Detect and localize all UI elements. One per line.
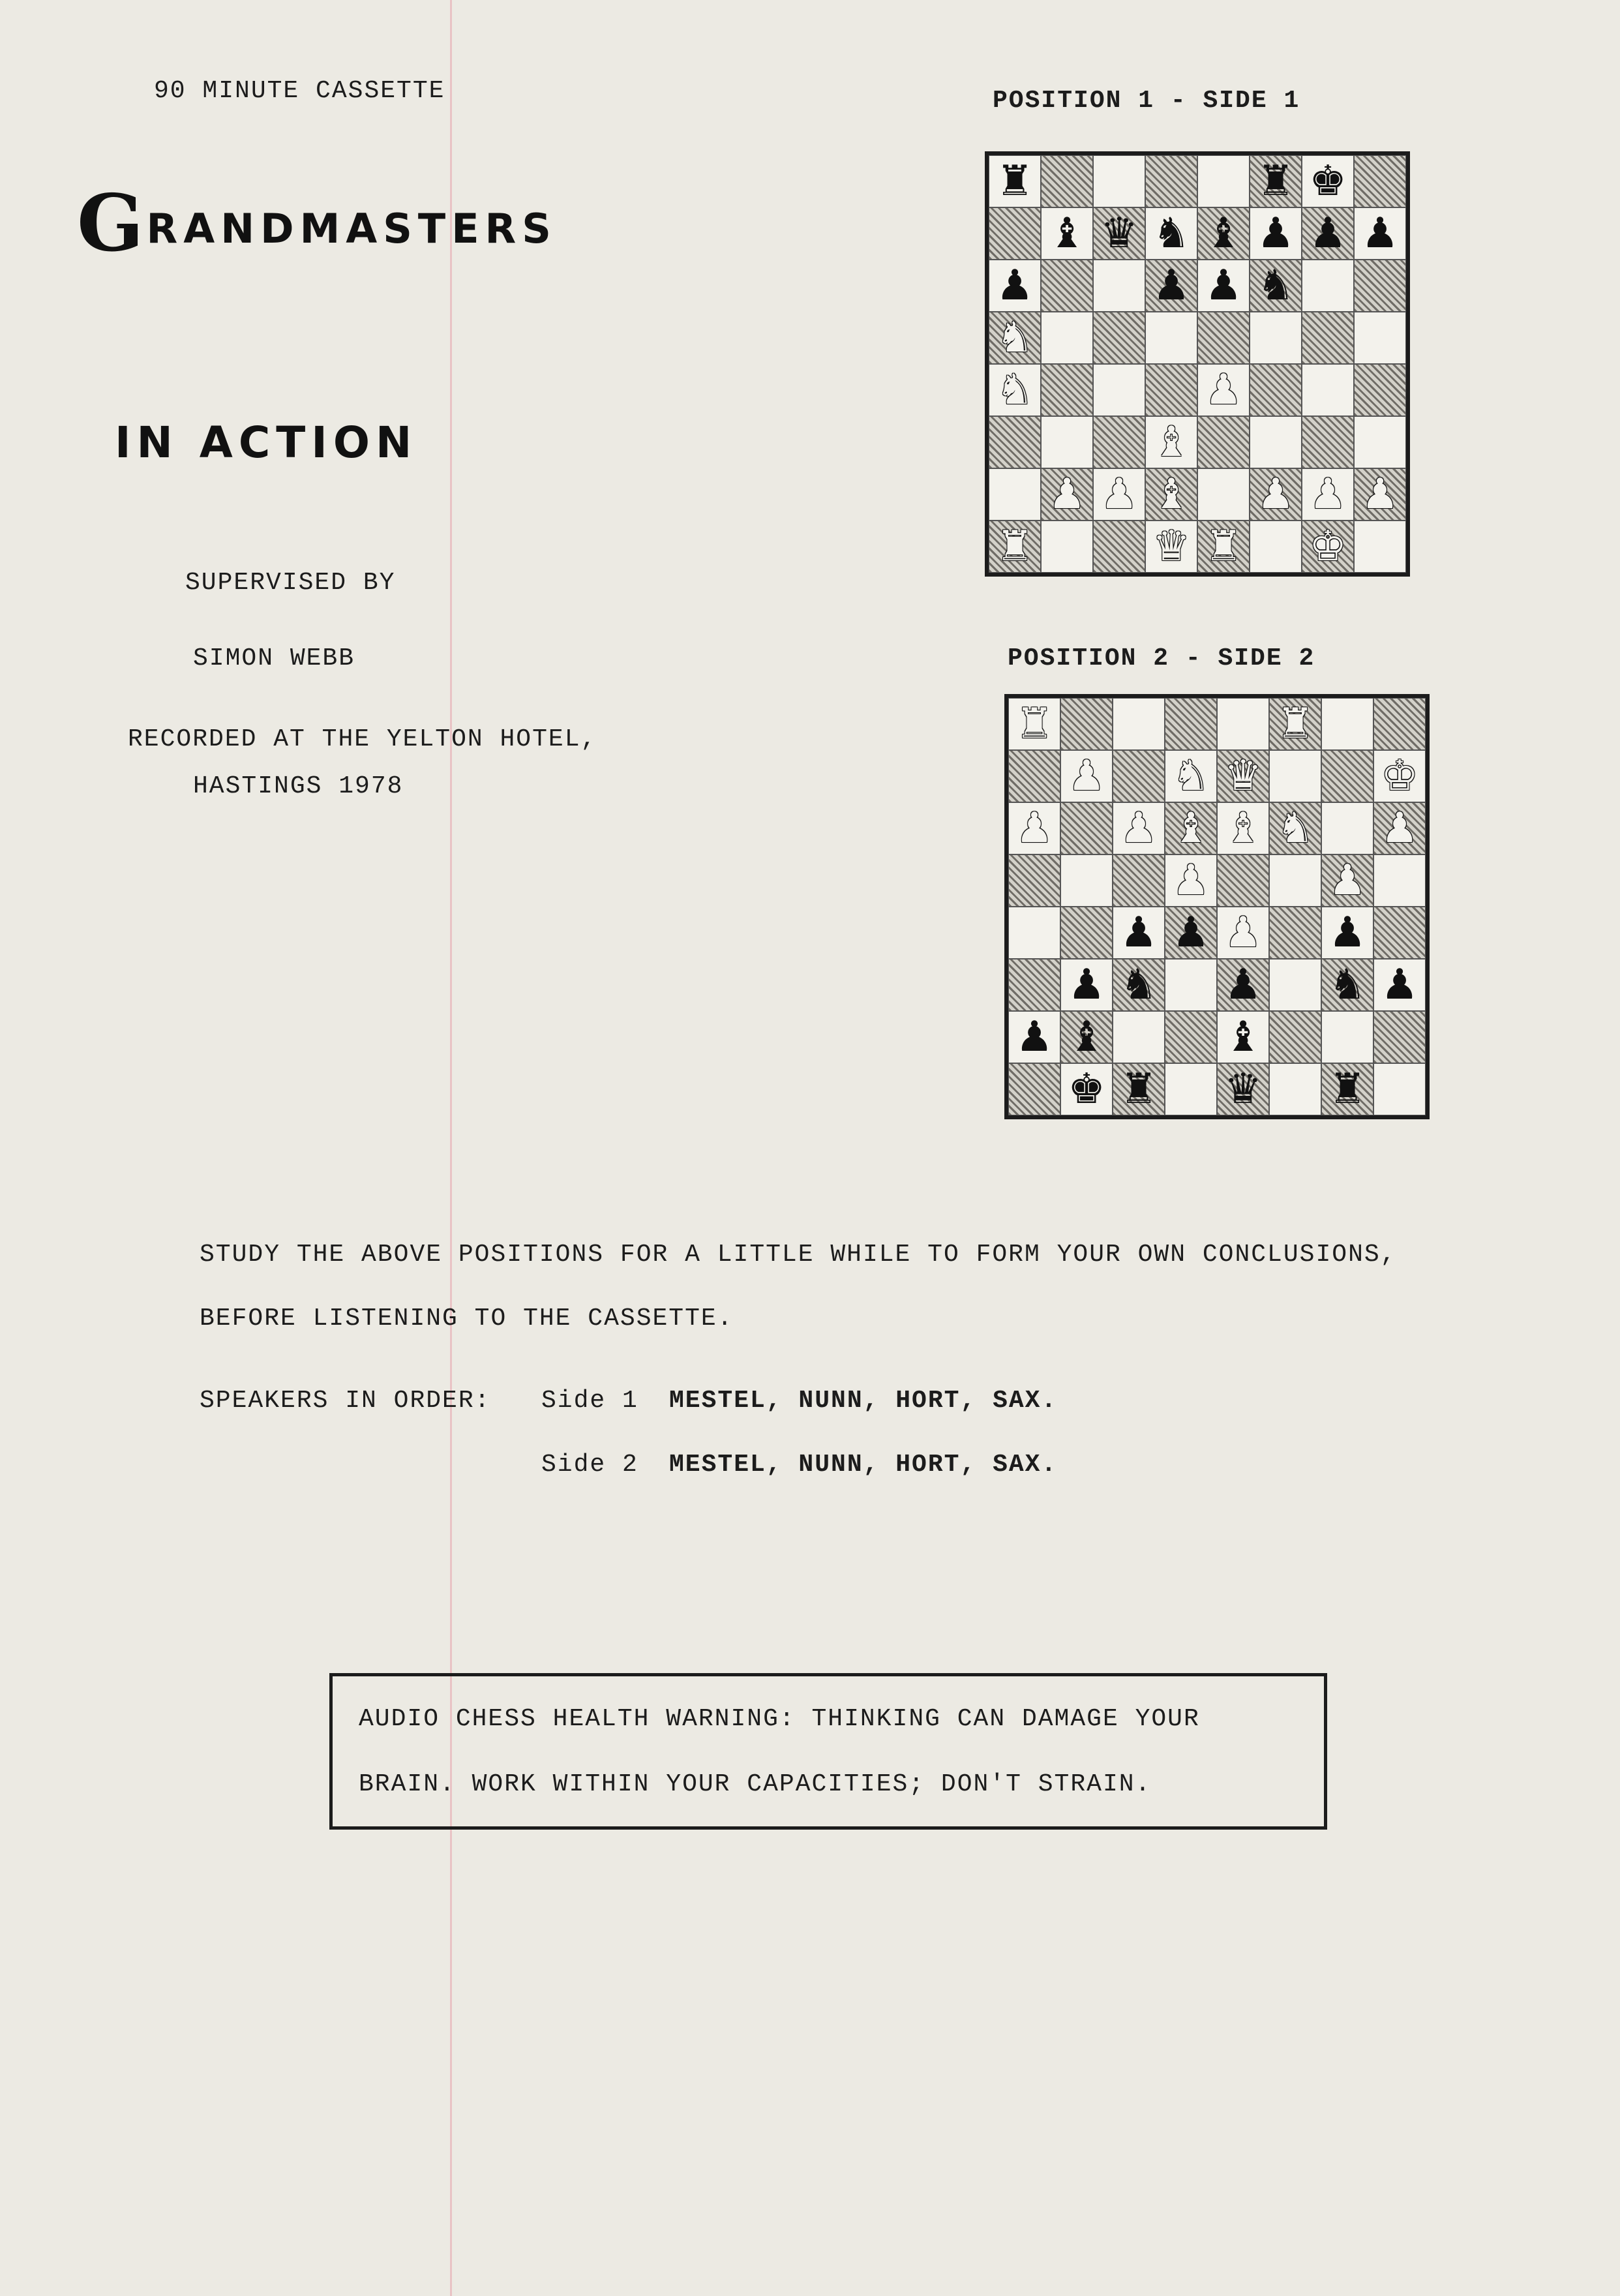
board-square bbox=[1060, 854, 1113, 907]
board-square bbox=[1302, 468, 1354, 521]
board-square bbox=[1145, 521, 1197, 573]
white-rook-icon: ♜ bbox=[1205, 522, 1242, 571]
black-knight-icon: ♞ bbox=[1152, 209, 1190, 258]
board-square bbox=[1060, 959, 1113, 1011]
board-square bbox=[1093, 260, 1145, 312]
board-square bbox=[1373, 907, 1426, 959]
board-square bbox=[1165, 959, 1217, 1011]
black-pawn-icon: ♟ bbox=[1328, 909, 1366, 957]
black-rook-icon: ♜ bbox=[1120, 1065, 1158, 1113]
board-square bbox=[1217, 802, 1269, 854]
black-pawn-icon: ♟ bbox=[1152, 262, 1190, 310]
title-rest: RANDMASTERS bbox=[146, 205, 557, 252]
board-square bbox=[1217, 1011, 1269, 1063]
board-square bbox=[1321, 907, 1373, 959]
board-square bbox=[1302, 312, 1354, 364]
board-square bbox=[1217, 1063, 1269, 1115]
white-pawn-icon: ♟ bbox=[1361, 470, 1399, 519]
black-knight-icon: ♞ bbox=[1328, 961, 1366, 1009]
black-bishop-icon: ♝ bbox=[1205, 209, 1242, 258]
board-square bbox=[1250, 155, 1302, 207]
board-square bbox=[1269, 802, 1321, 854]
board-square bbox=[1269, 698, 1321, 750]
board-square bbox=[1145, 312, 1197, 364]
board-square bbox=[1060, 1011, 1113, 1063]
board-square bbox=[1217, 698, 1269, 750]
board-square bbox=[1354, 312, 1406, 364]
board-square bbox=[1302, 155, 1354, 207]
board-square bbox=[1041, 468, 1093, 521]
black-pawn-icon: ♟ bbox=[1309, 209, 1347, 258]
black-rook-icon: ♜ bbox=[1257, 157, 1295, 205]
board-square bbox=[1321, 698, 1373, 750]
side-1-speakers: MESTEL, NUNN, HORT, SAX. bbox=[669, 1387, 1058, 1415]
cassette-label: 90 MINUTE CASSETTE bbox=[154, 77, 445, 105]
board-square bbox=[1302, 521, 1354, 573]
board-square bbox=[1165, 1063, 1217, 1115]
board-square bbox=[1093, 312, 1145, 364]
black-king-icon: ♚ bbox=[1309, 157, 1347, 205]
board-square bbox=[1165, 907, 1217, 959]
board-square bbox=[1197, 364, 1250, 416]
board-square bbox=[1354, 364, 1406, 416]
white-pawn-icon: ♟ bbox=[1120, 804, 1158, 853]
board-square bbox=[1093, 416, 1145, 468]
black-pawn-icon: ♟ bbox=[996, 262, 1034, 310]
board-square bbox=[989, 468, 1041, 521]
board-square bbox=[1041, 260, 1093, 312]
board-square bbox=[989, 260, 1041, 312]
side-2-speakers: MESTEL, NUNN, HORT, SAX. bbox=[669, 1451, 1058, 1479]
board-square bbox=[1217, 959, 1269, 1011]
board-square bbox=[1008, 854, 1060, 907]
board-square bbox=[1354, 155, 1406, 207]
board-square bbox=[1093, 468, 1145, 521]
board-square bbox=[1197, 312, 1250, 364]
board-square bbox=[1165, 1011, 1217, 1063]
side-1-label: Side 1 bbox=[541, 1387, 638, 1415]
white-queen-icon: ♛ bbox=[1152, 522, 1190, 571]
board-square bbox=[1354, 260, 1406, 312]
board-square bbox=[1093, 364, 1145, 416]
board-square bbox=[1250, 521, 1302, 573]
board-square bbox=[1354, 468, 1406, 521]
board-square bbox=[989, 364, 1041, 416]
board-square bbox=[1250, 312, 1302, 364]
black-knight-icon: ♞ bbox=[1120, 961, 1158, 1009]
board-square bbox=[1373, 802, 1426, 854]
white-bishop-icon: ♝ bbox=[1152, 418, 1190, 466]
board-square bbox=[1008, 1011, 1060, 1063]
board-square bbox=[1008, 750, 1060, 802]
white-pawn-icon: ♟ bbox=[1048, 470, 1086, 519]
board-square bbox=[1197, 207, 1250, 260]
board-square bbox=[1093, 155, 1145, 207]
health-warning-box bbox=[329, 1673, 1327, 1830]
board-square bbox=[1060, 802, 1113, 854]
instructions-line-2: BEFORE LISTENING TO THE CASSETTE. bbox=[200, 1305, 734, 1333]
board-square bbox=[1197, 260, 1250, 312]
board-square bbox=[1145, 207, 1197, 260]
board-square bbox=[1093, 207, 1145, 260]
board-square bbox=[1060, 698, 1113, 750]
board-square bbox=[989, 312, 1041, 364]
board-square bbox=[1269, 750, 1321, 802]
side-2-label: Side 2 bbox=[541, 1451, 638, 1479]
board-square bbox=[1269, 1011, 1321, 1063]
board-square bbox=[1302, 207, 1354, 260]
black-pawn-icon: ♟ bbox=[1381, 961, 1418, 1009]
board-square bbox=[1060, 750, 1113, 802]
board-square bbox=[1113, 907, 1165, 959]
black-bishop-icon: ♝ bbox=[1048, 209, 1086, 258]
board-square bbox=[1113, 698, 1165, 750]
board-square bbox=[1197, 468, 1250, 521]
white-knight-icon: ♞ bbox=[996, 314, 1034, 362]
board-square bbox=[1041, 521, 1093, 573]
black-rook-icon: ♜ bbox=[996, 157, 1034, 205]
white-knight-icon: ♞ bbox=[996, 366, 1034, 414]
board-square bbox=[1165, 802, 1217, 854]
board-square bbox=[1321, 1011, 1373, 1063]
board-square bbox=[1269, 854, 1321, 907]
board-square bbox=[1165, 698, 1217, 750]
white-pawn-icon: ♟ bbox=[1205, 366, 1242, 414]
board-square bbox=[989, 521, 1041, 573]
board-square bbox=[1113, 802, 1165, 854]
board-square bbox=[1217, 854, 1269, 907]
board-square bbox=[1113, 959, 1165, 1011]
board-square bbox=[989, 416, 1041, 468]
white-knight-icon: ♞ bbox=[1276, 804, 1314, 853]
supervised-by-label: SUPERVISED BY bbox=[185, 569, 396, 597]
board-square bbox=[1041, 155, 1093, 207]
board-square bbox=[1250, 364, 1302, 416]
chessboard-position-1 bbox=[985, 151, 1410, 577]
board-square bbox=[1113, 1063, 1165, 1115]
black-pawn-icon: ♟ bbox=[1120, 909, 1158, 957]
black-bishop-icon: ♝ bbox=[1224, 1013, 1262, 1061]
white-queen-icon: ♛ bbox=[1224, 752, 1262, 800]
white-pawn-icon: ♟ bbox=[1068, 752, 1105, 800]
board-square bbox=[1269, 959, 1321, 1011]
white-bishop-icon: ♝ bbox=[1152, 470, 1190, 519]
board-square bbox=[1373, 1063, 1426, 1115]
health-warning-line-1: AUDIO CHESS HEALTH WARNING: THINKING CAN DAMAGE YOUR bbox=[359, 1705, 1200, 1733]
white-pawn-icon: ♟ bbox=[1328, 856, 1366, 905]
board-square bbox=[1041, 364, 1093, 416]
white-pawn-icon: ♟ bbox=[1224, 909, 1262, 957]
black-bishop-icon: ♝ bbox=[1068, 1013, 1105, 1061]
black-king-icon: ♚ bbox=[1068, 1065, 1105, 1113]
page-subtitle: IN ACTION bbox=[115, 417, 418, 468]
black-pawn-icon: ♟ bbox=[1015, 1013, 1053, 1061]
board-square bbox=[1321, 959, 1373, 1011]
board-square bbox=[1321, 854, 1373, 907]
white-knight-icon: ♞ bbox=[1172, 752, 1210, 800]
black-rook-icon: ♜ bbox=[1328, 1065, 1366, 1113]
board-square bbox=[1113, 1011, 1165, 1063]
board-square bbox=[1250, 468, 1302, 521]
board-square bbox=[989, 207, 1041, 260]
white-pawn-icon: ♟ bbox=[1381, 804, 1418, 853]
board-square bbox=[1165, 750, 1217, 802]
board-square bbox=[1373, 750, 1426, 802]
supervisor-name: SIMON WEBB bbox=[193, 644, 355, 672]
board-square bbox=[1321, 750, 1373, 802]
black-pawn-icon: ♟ bbox=[1172, 909, 1210, 957]
white-pawn-icon: ♟ bbox=[1309, 470, 1347, 519]
position-2-caption: POSITION 2 - SIDE 2 bbox=[1008, 644, 1315, 672]
black-knight-icon: ♞ bbox=[1257, 262, 1295, 310]
board-square bbox=[1250, 207, 1302, 260]
board-square bbox=[1373, 1011, 1426, 1063]
board-square bbox=[1008, 907, 1060, 959]
white-rook-icon: ♜ bbox=[1015, 700, 1053, 748]
board-square bbox=[1165, 854, 1217, 907]
board-square bbox=[1145, 364, 1197, 416]
white-king-icon: ♚ bbox=[1381, 752, 1418, 800]
board-square bbox=[1217, 750, 1269, 802]
white-king-icon: ♚ bbox=[1309, 522, 1347, 571]
board-square bbox=[1354, 416, 1406, 468]
board-square bbox=[1321, 802, 1373, 854]
recorded-place: HASTINGS 1978 bbox=[193, 772, 404, 800]
board-square bbox=[1250, 260, 1302, 312]
board-square bbox=[1269, 907, 1321, 959]
black-pawn-icon: ♟ bbox=[1257, 209, 1295, 258]
board-square bbox=[1373, 959, 1426, 1011]
white-pawn-icon: ♟ bbox=[1172, 856, 1210, 905]
position-1-caption: POSITION 1 - SIDE 1 bbox=[993, 87, 1300, 115]
board-square bbox=[1354, 521, 1406, 573]
board-square bbox=[1041, 207, 1093, 260]
recorded-at: RECORDED AT THE YELTON HOTEL, bbox=[128, 725, 597, 753]
board-square bbox=[1041, 312, 1093, 364]
board-square bbox=[1321, 1063, 1373, 1115]
title-initial: G bbox=[77, 177, 144, 269]
board-square bbox=[1008, 802, 1060, 854]
black-pawn-icon: ♟ bbox=[1224, 961, 1262, 1009]
board-square bbox=[1302, 260, 1354, 312]
board-square bbox=[1197, 521, 1250, 573]
board-square bbox=[1113, 854, 1165, 907]
white-bishop-icon: ♝ bbox=[1224, 804, 1262, 853]
board-square bbox=[1008, 1063, 1060, 1115]
board-square bbox=[1041, 416, 1093, 468]
board-square bbox=[1302, 416, 1354, 468]
margin-rule bbox=[450, 0, 452, 2296]
board-square bbox=[1060, 907, 1113, 959]
black-pawn-icon: ♟ bbox=[1068, 961, 1105, 1009]
black-queen-icon: ♛ bbox=[1224, 1065, 1262, 1113]
white-bishop-icon: ♝ bbox=[1172, 804, 1210, 853]
board-square bbox=[1145, 155, 1197, 207]
board-square bbox=[989, 155, 1041, 207]
white-rook-icon: ♜ bbox=[996, 522, 1034, 571]
board-square bbox=[1217, 907, 1269, 959]
white-pawn-icon: ♟ bbox=[1257, 470, 1295, 519]
black-pawn-icon: ♟ bbox=[1361, 209, 1399, 258]
speakers-label: SPEAKERS IN ORDER: bbox=[200, 1387, 491, 1415]
board-square bbox=[1354, 207, 1406, 260]
board-square bbox=[1113, 750, 1165, 802]
board-square bbox=[1060, 1063, 1113, 1115]
board-square bbox=[1373, 854, 1426, 907]
white-pawn-icon: ♟ bbox=[1100, 470, 1138, 519]
page-title bbox=[77, 177, 557, 269]
black-pawn-icon: ♟ bbox=[1205, 262, 1242, 310]
board-square bbox=[1145, 416, 1197, 468]
board-square bbox=[1373, 698, 1426, 750]
board-square bbox=[1302, 364, 1354, 416]
board-square bbox=[1250, 416, 1302, 468]
board-square bbox=[1008, 959, 1060, 1011]
black-queen-icon: ♛ bbox=[1100, 209, 1138, 258]
instructions-line-1: STUDY THE ABOVE POSITIONS FOR A LITTLE WHILE TO FORM YOUR OWN CONCLUSIONS, bbox=[200, 1241, 1397, 1269]
board-square bbox=[1145, 468, 1197, 521]
white-rook-icon: ♜ bbox=[1276, 700, 1314, 748]
board-square bbox=[1008, 698, 1060, 750]
board-square bbox=[1197, 416, 1250, 468]
board-square bbox=[1197, 155, 1250, 207]
board-square bbox=[1093, 521, 1145, 573]
white-pawn-icon: ♟ bbox=[1015, 804, 1053, 853]
chessboard-position-2 bbox=[1004, 694, 1430, 1119]
health-warning-line-2: BRAIN. WORK WITHIN YOUR CAPACITIES; DON'T STRAIN. bbox=[359, 1770, 1152, 1798]
board-square bbox=[1269, 1063, 1321, 1115]
board-square bbox=[1145, 260, 1197, 312]
